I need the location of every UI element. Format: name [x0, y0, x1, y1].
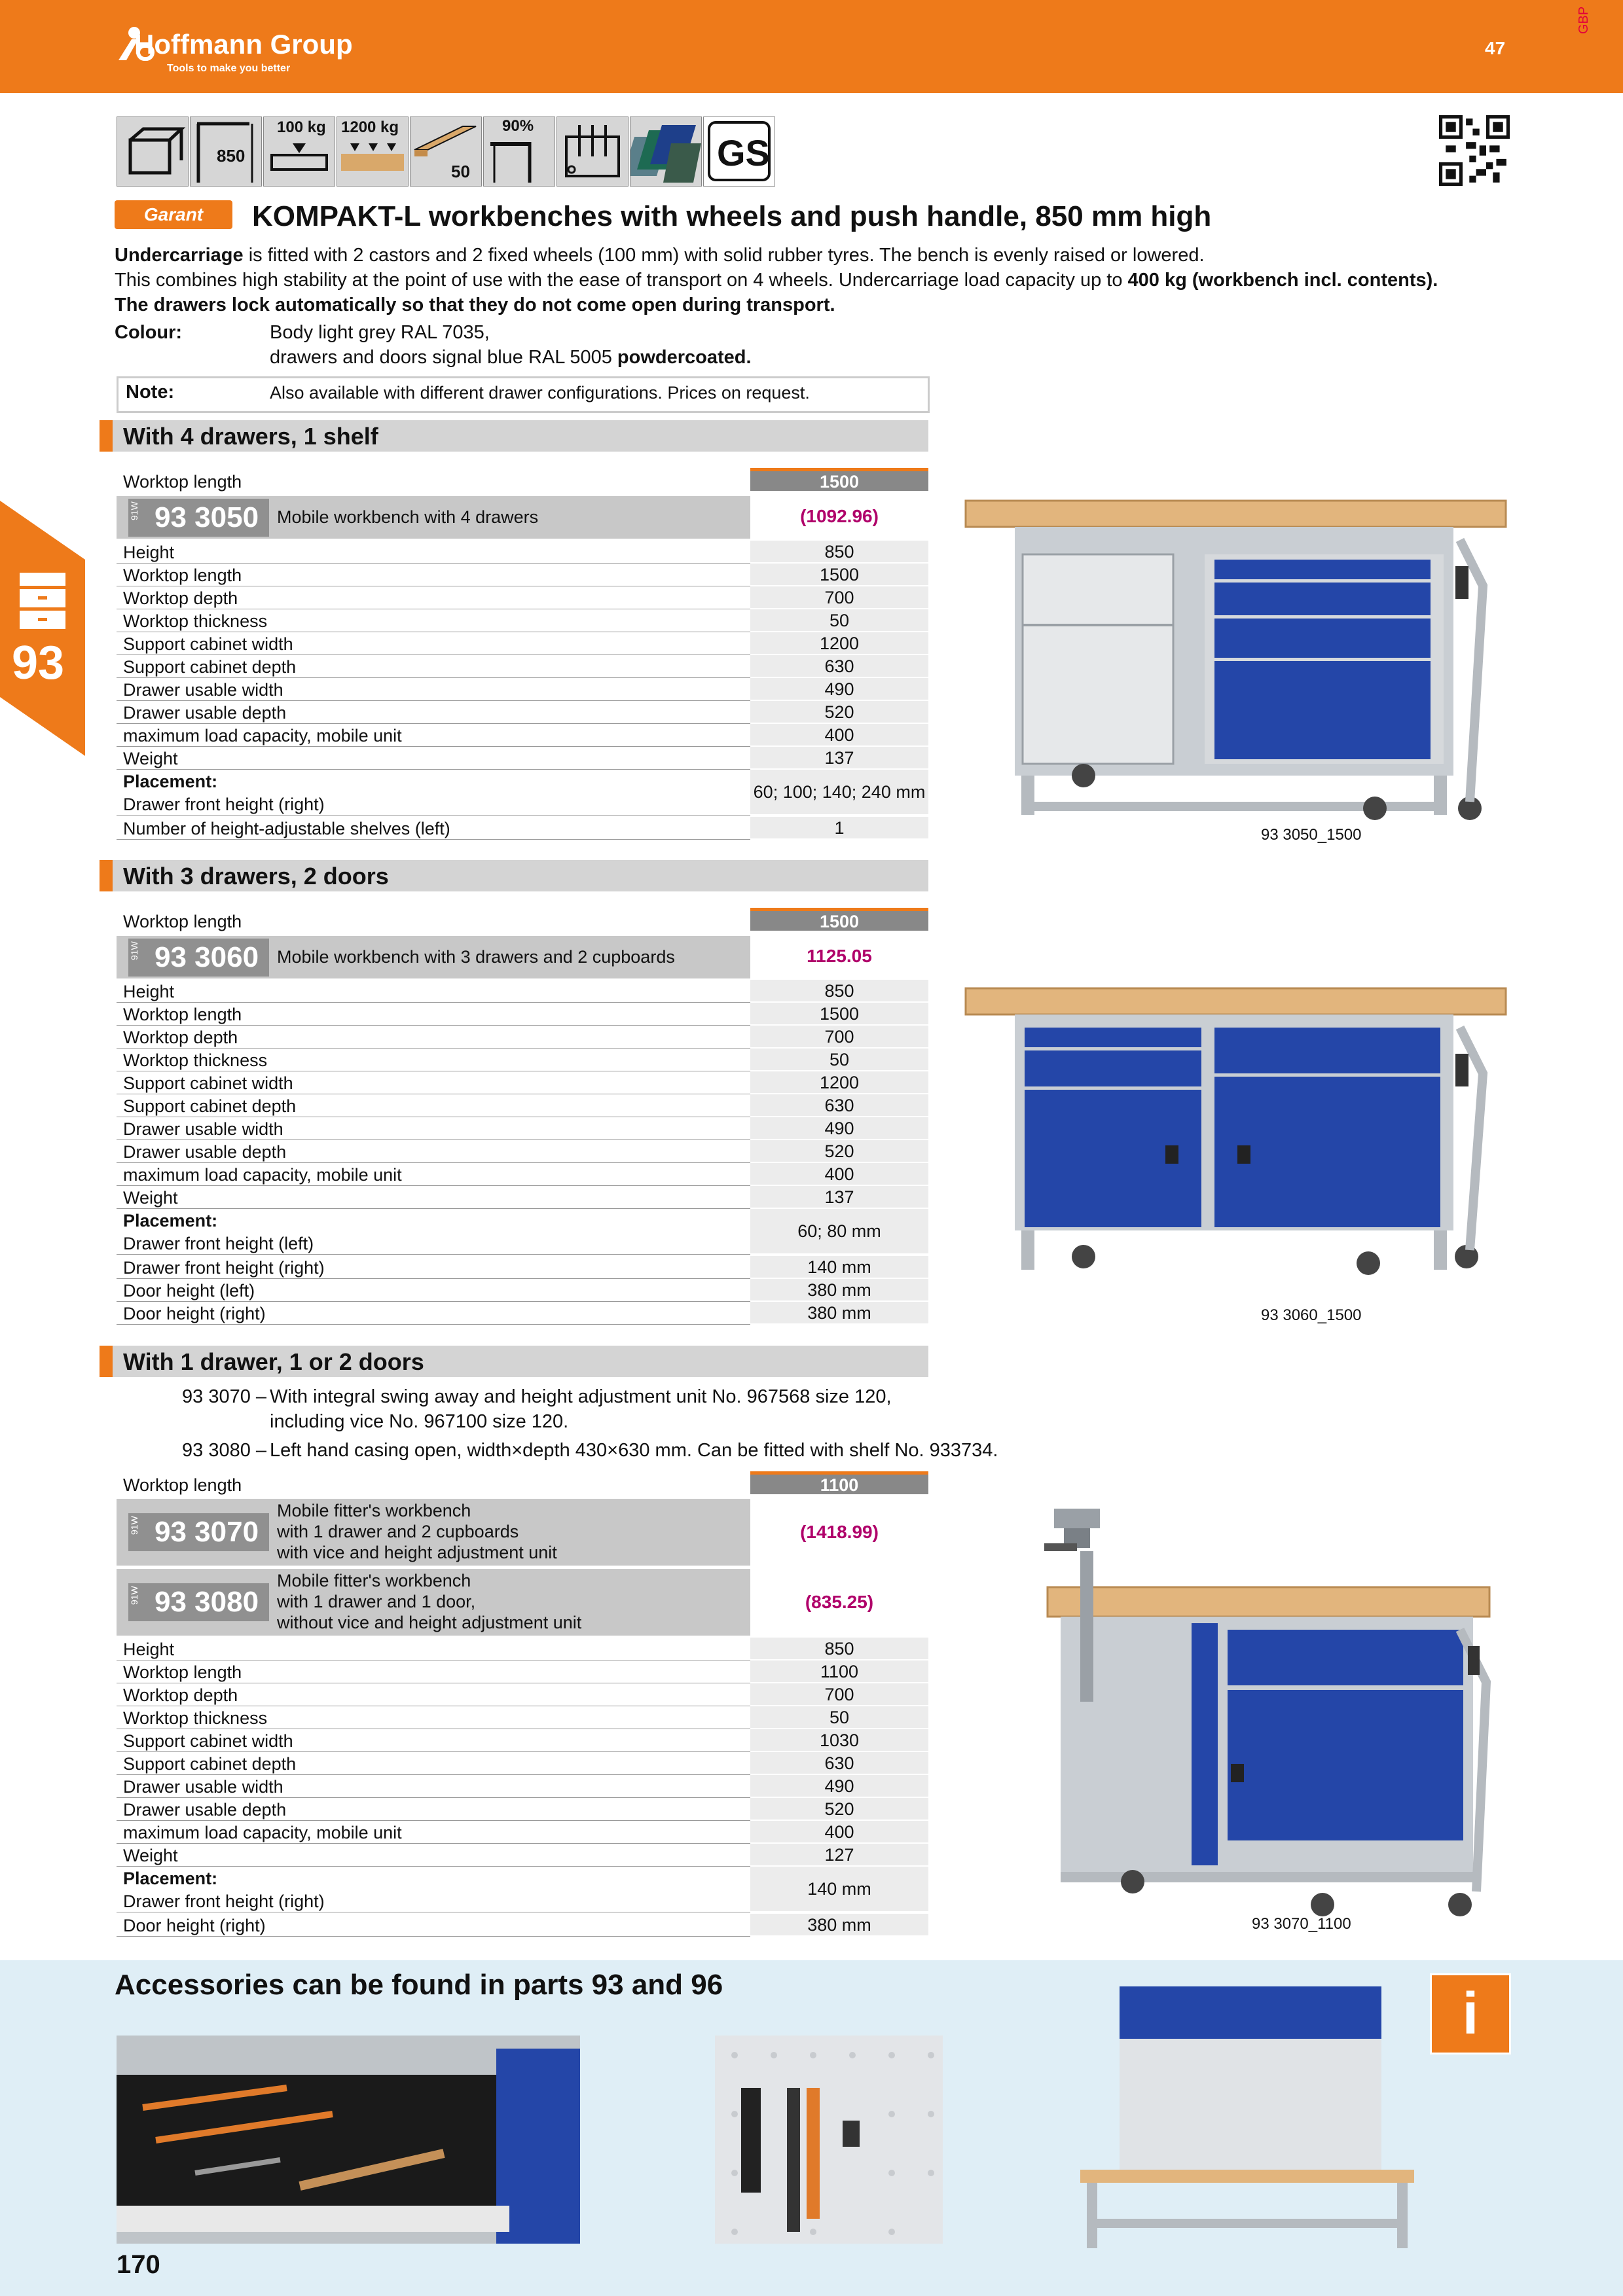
logo-tagline: Tools to make you better	[167, 63, 291, 74]
drawer-dividers-icon	[556, 117, 629, 187]
price: (1092.96)	[800, 506, 879, 526]
image-caption: 93 3070_1100	[1252, 1915, 1351, 1933]
table-row: Door height (right) 380 mm	[117, 1302, 928, 1325]
model-note-text: With integral swing away and height adjustment unit No. 967568 size 120,	[270, 1386, 892, 1407]
section-heading: With 3 drawers, 2 doors	[100, 860, 928, 891]
table-row: Number of height-adjustable shelves (left) 1	[117, 817, 928, 840]
gs-certified-icon	[703, 117, 775, 187]
note-label: Note:	[126, 382, 175, 403]
price: 1125.05	[807, 946, 872, 966]
table-row: Support cabinet width 1030	[117, 1729, 928, 1752]
model-note-text: Left hand casing open, width×depth 430×630 mm. Can be fitted with shelf No. 933734.	[270, 1440, 998, 1461]
colour-options-icon	[630, 117, 702, 187]
table-row: Worktop thickness 50	[117, 609, 928, 632]
intro-line-3: The drawers lock automatically so that they do not come open during transport.	[115, 295, 835, 315]
table-row: Drawer usable width 490	[117, 1117, 928, 1140]
table-row: maximum load capacity, mobile unit 400	[117, 724, 928, 747]
table-row: Worktop length 1500	[117, 1003, 928, 1026]
table-row: Worktop depth 700	[117, 1026, 928, 1049]
table-row: Worktop thickness 50	[117, 1706, 928, 1729]
table-row: Worktop length 1500	[117, 564, 928, 586]
table-row: Door height (right) 380 mm	[117, 1914, 928, 1937]
price: (1418.99)	[800, 1522, 879, 1542]
table-row: Support cabinet depth 630	[117, 1752, 928, 1775]
model-note-code: 93 3070 –	[182, 1386, 267, 1407]
section-number: 93	[12, 637, 65, 689]
colour-line-1: Body light grey RAL 7035,	[270, 322, 490, 343]
page-number-bottom: 170	[117, 2250, 160, 2279]
colour-label: Colour:	[115, 322, 183, 343]
qr-code-icon[interactable]	[1439, 115, 1510, 186]
page-title: KOMPAKT-L workbenches with wheels and push handle, 850 mm high	[252, 200, 1212, 232]
section-tab	[0, 501, 85, 756]
article-row[interactable]: 93 3050 91W Mobile workbench with 4 drawers	[117, 496, 750, 539]
table-row: Support cabinet depth 630	[117, 655, 928, 678]
article-row[interactable]: 93 3070 91W Mobile fitter's workbench with 1 drawer and 2 cupboards with vice and height adjustment unit	[117, 1499, 750, 1566]
page-number-top: 47	[1485, 38, 1506, 58]
worktop-load-label: 1200 kg	[341, 118, 399, 136]
table-row: Worktop thickness 50	[117, 1049, 928, 1071]
fitters-workbench-with-vice-image	[1041, 1499, 1499, 1931]
table-row: Weight 137	[117, 1186, 928, 1209]
table-header-row: Worktop length 1100	[117, 1473, 928, 1496]
worktop-thickness-label: 50	[451, 162, 470, 181]
pegboard-tools-image	[715, 2036, 943, 2244]
table-row: Drawer usable width 490	[117, 678, 928, 701]
table-row: maximum load capacity, mobile unit 400	[117, 1821, 928, 1844]
table-row: Worktop length 1100	[117, 1660, 928, 1683]
drawer-extension-icon	[483, 117, 555, 187]
table-row: Height 850	[117, 541, 928, 564]
article-row[interactable]: 93 3080 91W Mobile fitter's workbench with 1 drawer and 1 door, without vice and height adjustment unit	[117, 1569, 750, 1636]
note-text: Also available with different drawer configurations. Prices on request.	[270, 383, 810, 403]
colour-line-2: drawers and doors signal blue RAL 5005 powdercoated.	[270, 347, 752, 368]
workbench-3-drawers-2-doors-image	[962, 982, 1512, 1283]
table-row: Door height (left) 380 mm	[117, 1279, 928, 1302]
logo-name: Hoffmann Group	[134, 29, 353, 60]
svg-text:GS: GS	[717, 132, 770, 173]
drawer-load-icon	[263, 117, 335, 187]
section-heading: With 4 drawers, 1 shelf	[100, 420, 928, 452]
intro-line-2: This combines high stability at the point of use with the ease of transport on 4 wheels. Undercarriage load capacity up to 400 kg (workbench incl. contents).	[115, 270, 1438, 291]
garant-brand-logo: Garant	[115, 200, 232, 229]
table-header-row: Worktop length 1500	[117, 910, 928, 933]
worktop-load-icon	[337, 117, 409, 187]
cabinet-shape-icon	[117, 117, 189, 187]
workbench-with-pegboard-image	[1074, 1983, 1421, 2251]
placement-row: Placement: Drawer front height (left) 60; 80 mm	[117, 1209, 928, 1255]
worktop-thickness-icon	[410, 117, 482, 187]
price: (835.25)	[805, 1592, 874, 1612]
intro-line-1: Undercarriage is fitted with 2 castors and 2 fixed wheels (100 mm) with solid rubber tyres. The bench is evenly raised or lowered.	[115, 245, 1205, 266]
table-header-row: Worktop length 1500	[117, 470, 928, 493]
drawer-load-label: 100 kg	[277, 118, 326, 136]
table-row: Drawer usable width 490	[117, 1775, 928, 1798]
table-row: Drawer usable depth 520	[117, 1798, 928, 1821]
table-row: Drawer usable depth 520	[117, 1140, 928, 1163]
placement-row: Placement: Drawer front height (right) 60; 100; 140; 240 mm	[117, 770, 928, 816]
model-note-text: including vice No. 967100 size 120.	[270, 1411, 569, 1432]
currency-code: GBP	[1577, 6, 1591, 34]
table-row: Weight 137	[117, 747, 928, 770]
table-row: Drawer usable depth 520	[117, 701, 928, 724]
table-row: maximum load capacity, mobile unit 400	[117, 1163, 928, 1186]
table-row: Support cabinet width 1200	[117, 632, 928, 655]
drawer-inlay-tools-image	[117, 2036, 580, 2244]
height-label: 850	[217, 146, 246, 166]
drawer-extension-label: 90%	[502, 117, 534, 135]
table-row: Support cabinet width 1200	[117, 1071, 928, 1094]
table-row: Height 850	[117, 1638, 928, 1660]
accessories-title: Accessories can be found in parts 93 and 96	[115, 1969, 723, 2001]
section-heading: With 1 drawer, 1 or 2 doors	[100, 1346, 928, 1377]
image-caption: 93 3060_1500	[1261, 1306, 1362, 1324]
table-row: Worktop depth 700	[117, 1683, 928, 1706]
height-icon	[190, 117, 262, 187]
table-row: Support cabinet depth 630	[117, 1094, 928, 1117]
table-row: Drawer front height (right) 140 mm	[117, 1256, 928, 1279]
info-icon[interactable]: i	[1430, 1973, 1511, 2054]
table-row: Weight 127	[117, 1844, 928, 1867]
image-caption: 93 3050_1500	[1261, 826, 1362, 844]
placement-row: Placement: Drawer front height (right) 140 mm	[117, 1867, 928, 1912]
workbench-4-drawers-image	[962, 494, 1512, 848]
table-row: Height 850	[117, 980, 928, 1003]
model-note-code: 93 3080 –	[182, 1440, 267, 1461]
article-row[interactable]: 93 3060 91W Mobile workbench with 3 drawers and 2 cupboards	[117, 936, 750, 978]
table-row: Worktop depth 700	[117, 586, 928, 609]
